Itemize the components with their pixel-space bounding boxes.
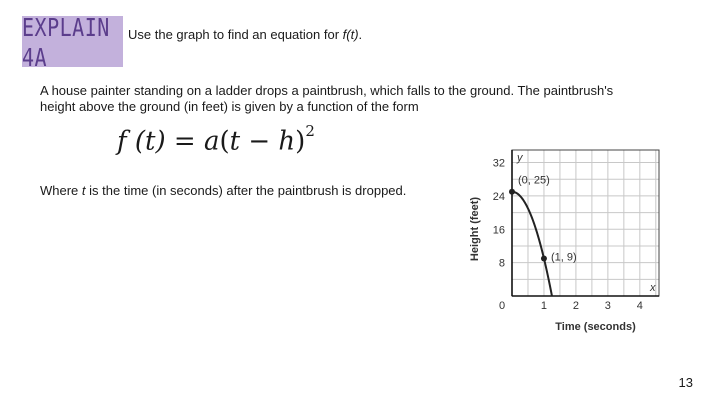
- height-curve: [512, 192, 552, 296]
- badge-label: EXPLAIN 4A: [22, 11, 110, 72]
- formula-equals: =: [165, 126, 204, 157]
- data-point: [509, 189, 515, 195]
- data-point-label: (1, 9): [550, 251, 577, 264]
- page-number: 13: [678, 375, 693, 390]
- formula-lhs: f (t): [117, 126, 166, 157]
- y-tick-label: 32: [492, 157, 505, 170]
- x-axis-letter: x: [650, 282, 656, 294]
- where-prefix: Where: [40, 183, 82, 198]
- x-tick-label: 1: [540, 300, 548, 312]
- y-axis-title: Height (feet): [469, 196, 481, 262]
- height-time-graph: [462, 144, 672, 339]
- instruction-suffix: .: [358, 27, 363, 42]
- where-variable: t: [81, 183, 86, 198]
- where-suffix: is the time (in seconds) after the paintbrush is dropped.: [85, 183, 407, 198]
- data-point: [541, 255, 547, 261]
- y-tick-label: 16: [492, 224, 505, 237]
- formula-h: h: [278, 126, 296, 157]
- x-tick-label: 3: [604, 300, 611, 312]
- formula-close-paren: ): [295, 126, 306, 157]
- instruction-prefix: Use the graph to find an equation for: [128, 27, 343, 42]
- x-tick-label: 0: [498, 300, 506, 312]
- formula-a: a: [203, 126, 220, 157]
- formula-exponent: 2: [305, 122, 315, 140]
- variable-definition: [40, 183, 406, 198]
- y-tick-label: 8: [498, 257, 505, 270]
- y-axis-letter: y: [517, 152, 523, 164]
- formula-t: t: [229, 126, 241, 157]
- x-axis-title: Time (seconds): [555, 321, 636, 333]
- data-point-label: (0, 25): [518, 174, 550, 187]
- x-tick-label: 2: [572, 300, 579, 312]
- x-tick-label: 4: [636, 300, 643, 312]
- y-tick-label: 24: [492, 190, 505, 203]
- formula: [117, 122, 315, 157]
- formula-open-paren: (: [219, 126, 230, 157]
- instruction-function: f(t): [342, 27, 359, 42]
- formula-minus: −: [240, 126, 279, 157]
- lesson-badge: [22, 11, 123, 72]
- problem-statement: A house painter standing on a ladder drops a paintbrush, which falls to the ground. The paintbrush's height above the ground (in feet) is given by a function of the form: [40, 83, 614, 114]
- instruction-text: [128, 27, 362, 42]
